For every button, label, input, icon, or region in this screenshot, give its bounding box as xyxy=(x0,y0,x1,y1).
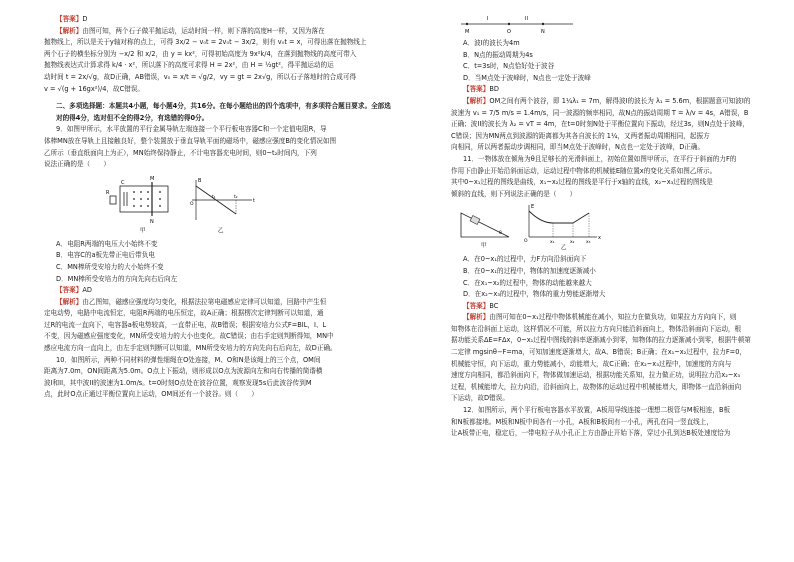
q11-option-c: C．在x₁~x₂的过程中，物体的动能越来越大 xyxy=(463,278,592,287)
label-x2: x₂ xyxy=(570,240,575,246)
answer-1: 【答案】D xyxy=(56,15,88,23)
question-11-line-2: 其中0~x₁过程的图线是曲线，x₁~x₂过程的图线是平行于x轴的直线，x₂~x₃过程的图线是 xyxy=(451,178,713,187)
question-12-line-1: 和N板都接地。M板和N板中间各有一小孔，A板和B板间有一小孔，两孔在同一竖直线上， xyxy=(451,417,713,426)
label-t1: t₁ xyxy=(212,194,216,200)
label-C: C xyxy=(121,179,125,186)
explanation-9-line-0: 【解析】由乙图知，磁感应强度均匀变化，根据法拉第电磁感应定律可以知道，回路中产生恒 xyxy=(56,297,327,306)
explanation-9-line-3: 不变，因为磁感应强度变化，MN所受安培力的大小也变化，故C错误；由右手定则判断得知，MN中 xyxy=(44,332,334,341)
figure-9-svg xyxy=(104,174,264,236)
answer-11: 【答案】BC xyxy=(463,301,499,310)
label-O: O xyxy=(190,201,194,207)
answer-10: 【答案】BD xyxy=(463,85,499,94)
label-t: t xyxy=(253,197,255,204)
explanation-1-line-4: 动时间 t = 2x/√g，故D正确，AB错误，v₀ = x/t = √g/2，vy = gt = 2x√g，所以石子落地时的合成可得 xyxy=(44,72,357,81)
label-t2: t₂ xyxy=(234,194,238,200)
label-x1: x₁ xyxy=(550,240,555,246)
label-theta: θ xyxy=(499,231,502,237)
resistor xyxy=(110,196,116,204)
explanation-11-line-3: 二定律 mgsinθ−F=ma，可知加速度逐渐增大，故A、B错误；B正确；在x₁~x₂过程中，拉力F=0， xyxy=(451,348,746,357)
explanation-11-line-7: 下运动，故D错误。 xyxy=(451,394,509,403)
question-10-line-2: 波I和II，其中波II的波速为1.0m/s。t=0时刻O点处在波谷位置，观察发现5s后此波谷传到M xyxy=(44,378,312,387)
explanation-10-line-2: 正确；波II的波长为 λ₂ = vT = 4m，在t=0时刻N处于平衡位置向下振动，经过3s，则N点处于波峰， xyxy=(451,120,749,129)
explanation-11-line-6: 过程，机械能增大，拉力向沿，沿斜面向上，故物体的运动过程中机械能增大，即物体一直沿斜面向 xyxy=(451,382,742,391)
answer-9: 【答案】AD xyxy=(56,286,92,295)
label-N: N xyxy=(150,218,154,225)
section-2-heading: 二、多项选择题：本题共4小题，每小题4分，共16分。在每小题给出的四个选项中，有多项符合题目要求。全部选对的得4分，选对但不全的得2分，有选错的得0分。 xyxy=(56,102,391,122)
label-jia: 甲 xyxy=(481,243,487,250)
question-9-line-2: 乙所示（垂直纸面向上为正），MN始终保持静止，不计电容器充电时间，则0~t₂时间内，下列 xyxy=(44,148,317,157)
label-R: R xyxy=(106,189,110,196)
question-9-line-0: 9．如图甲所示，水平放置的平行金属导轨左端连接一个平行板电容器C和一个定值电阻R，导 xyxy=(56,125,327,134)
explanation-1-line-2: 两个石子的横坐标分别为 −x/2 和 x/2，由 y = kx²，可得初始高度为 9x²k/4，在落到抛物线的高度可带入 xyxy=(44,49,357,58)
label-O: O xyxy=(524,239,528,245)
label-E: E xyxy=(531,204,535,211)
explanation-11-line-1: 知物体在沿斜面上运动，这样情况不可能，所以拉力方向只能沿斜面向上，物体沿斜面向下运动，根 xyxy=(451,324,742,333)
label-x: x xyxy=(598,235,601,242)
point-m xyxy=(466,23,468,25)
q9-option-c: C．MN棒所受安培力的大小始终不变 xyxy=(56,262,164,271)
q10-option-b: B．N点的振动周期为4s xyxy=(463,50,533,59)
label-O: O xyxy=(507,29,511,35)
q9-option-a: A．电阻R两端的电压大小始终不变 xyxy=(56,239,158,248)
figure-9 xyxy=(104,174,392,236)
question-11-line-1: 作用下由静止开始沿斜面运动，运动过程中物体的机械能E随位置x的变化关系如图乙所示。 xyxy=(451,166,717,175)
question-9-line-1: 体棒MN放在导轨上且接触良好，整个装置放于垂直导轨平面的磁场中，磁感应强度B的变化情况如图 xyxy=(44,136,337,145)
label-yi: 乙 xyxy=(218,227,224,234)
figure-11 xyxy=(457,203,794,251)
explanation-11-line-5: 速度方向相同，都沿斜面向下，物体做加速运动，根据功能关系知，拉力做正功，说明拉力沿x₂~x₃ xyxy=(451,371,740,380)
explanation-1-line-3: 抛物线表达式计算求得 k/4 · x²，所以落下的高度可求得 H = 2x²，由 H = ½gt²，得平抛运动的运 xyxy=(44,61,334,70)
label-B: B xyxy=(198,177,202,184)
explanation-1-line-1: 抛物线上，所以是关于y轴对称的点上，可得 3x/2 − v₀t = 2v₀t − 3x/2，则有 v₀t = x，可得出落在抛物线上 xyxy=(44,38,367,47)
incline xyxy=(461,213,509,237)
question-10-line-0: 10．如图所示，两种不同材料的弹性细绳在O处连接，M、O和N是该绳上的三个点，OM间 xyxy=(56,355,321,364)
question-10-line-3: 点，此时O点正通过平衡位置向上运动，OM间还有一个波谷。则（ ） xyxy=(44,390,258,399)
block xyxy=(470,216,480,225)
label-jia: 甲 xyxy=(140,227,146,234)
label-II: II xyxy=(525,16,528,22)
q11-option-a: A．在0~x₁的过程中，力F方向沿斜面向下 xyxy=(463,255,587,264)
explanation-10-line-0: 【解析】OM之间有两个波谷，即 1¼λ₁ = 7m，解得波I的波长为 λ₁ = 5.6m，根据题意可知波I的 xyxy=(463,96,751,105)
q11-option-b: B．在0~x₁的过程中，物体的加速度逐渐减小 xyxy=(463,266,596,275)
point-n xyxy=(542,23,544,25)
figure-10-svg xyxy=(457,14,577,36)
label-x3: x₃ xyxy=(586,240,591,246)
explanation-11-line-0: 【解析】由图可知在0~x₁过程中物体机械能在减小，知拉力在做负功，如果拉力方向向下，则 xyxy=(463,313,737,322)
figure-10 xyxy=(457,14,794,36)
curve-0-x1 xyxy=(529,211,553,223)
q9-option-b: B．电容C的a板先带正电后带负电 xyxy=(56,251,155,260)
explanation-9-line-4: 感应电流方向一直向上，由左手定则判断可以知道，MN所受安培力的方向先向右后向左，故D正确。 xyxy=(44,344,337,353)
question-12-line-0: 12．如图所示，两个平行板电容器水平放置，A板用导线连接一理想二极管与M板相连，B板 xyxy=(463,406,731,415)
label-M: M xyxy=(150,175,155,182)
explanation-9-line-1: 定电动势，电路中电流恒定，电阻R两端的电压恒定，故A正确；根据楞次定律判断可以知道，通 xyxy=(44,309,324,318)
explanation-10-line-3: C错误；因为MN两点到波源的距离都为其各自波长的 1¼，又两者振动周期相同，起振方 xyxy=(451,131,710,140)
explanation-9-line-2: 过R的电流一直向下，电容器a板电势较高，一直带正电，故B错误；根据安培力公式F=BIL，I、L xyxy=(44,320,327,329)
label-M: M xyxy=(465,29,470,35)
q11-option-d: D．在x₂~x₃的过程中，物体的重力势能逐渐增大 xyxy=(463,290,606,299)
label-N: N xyxy=(541,29,545,35)
figure-11-svg xyxy=(457,203,607,251)
rise-x2-x3 xyxy=(573,213,589,223)
question-12-line-2: 让A板带正电，稳定后，一带电粒子从小孔正上方由静止开始下落，穿过小孔到达B板处速度恰为 xyxy=(451,429,731,438)
explanation-11-line-4: 机械能守恒，向下运动，重力势能减小，动能增大，故C正确；在x₂~x₃过程中，加速度的方向与 xyxy=(451,359,732,368)
question-11-line-3: 倾斜的直线，则下列说法正确的是（ ） xyxy=(451,189,577,198)
q10-option-d: D．当M点处于波峰时，N点也一定处于波峰 xyxy=(463,73,591,82)
left-column xyxy=(44,14,392,401)
point-o xyxy=(508,23,510,25)
explanation-10-line-1: 波速为 v₁ = 7/5 m/s = 1.4m/s，同一波源的频率相同，故N点的振动周期 T = λ/v = 4s，A错误，B xyxy=(451,108,749,117)
explanation-10-line-4: 向相同，所以两者振动步调相同，即当M点处于波峰时，N点也一定处于波峰，D正确。 xyxy=(451,143,705,152)
explanation-1-line-5: v = √(g + 16gx²)/4，故C错误。 xyxy=(44,84,144,93)
label-I: I xyxy=(487,16,489,22)
question-11-line-0: 11．一物体放在倾角为θ且足够长的光滑斜面上，初始位置如图甲所示，在平行于斜面的力F的 xyxy=(463,154,737,163)
explanation-11-line-2: 据功能关系ΔE=FΔx，0~x₁过程中图线的斜率逐渐减小到零，知物体的拉力逐渐减小到零，根据牛顿第 xyxy=(451,336,751,345)
explanation-1-line-0: 【解析】由图可知，两个石子做平抛运动，运动时间一样，则下落的高度H一样，又因为落在 xyxy=(56,26,325,35)
q9-option-d: D．MN棒所受安培力的方向先向右后向左 xyxy=(56,274,178,283)
q10-option-c: C．t=3s时，N点恰好处于波谷 xyxy=(463,62,555,71)
question-9-line-3: 说法正确的是（ ） xyxy=(44,160,110,169)
right-column xyxy=(451,14,794,440)
q10-option-a: A．波I的波长为4m xyxy=(463,39,520,47)
question-10-line-1: 距离为7.0m，ON间距离为5.0m。O点上下振动，则形成以O点为波源向左和向右传播的简谐横 xyxy=(44,367,323,376)
field-dots xyxy=(133,191,161,207)
label-yi: 乙 xyxy=(561,245,567,252)
